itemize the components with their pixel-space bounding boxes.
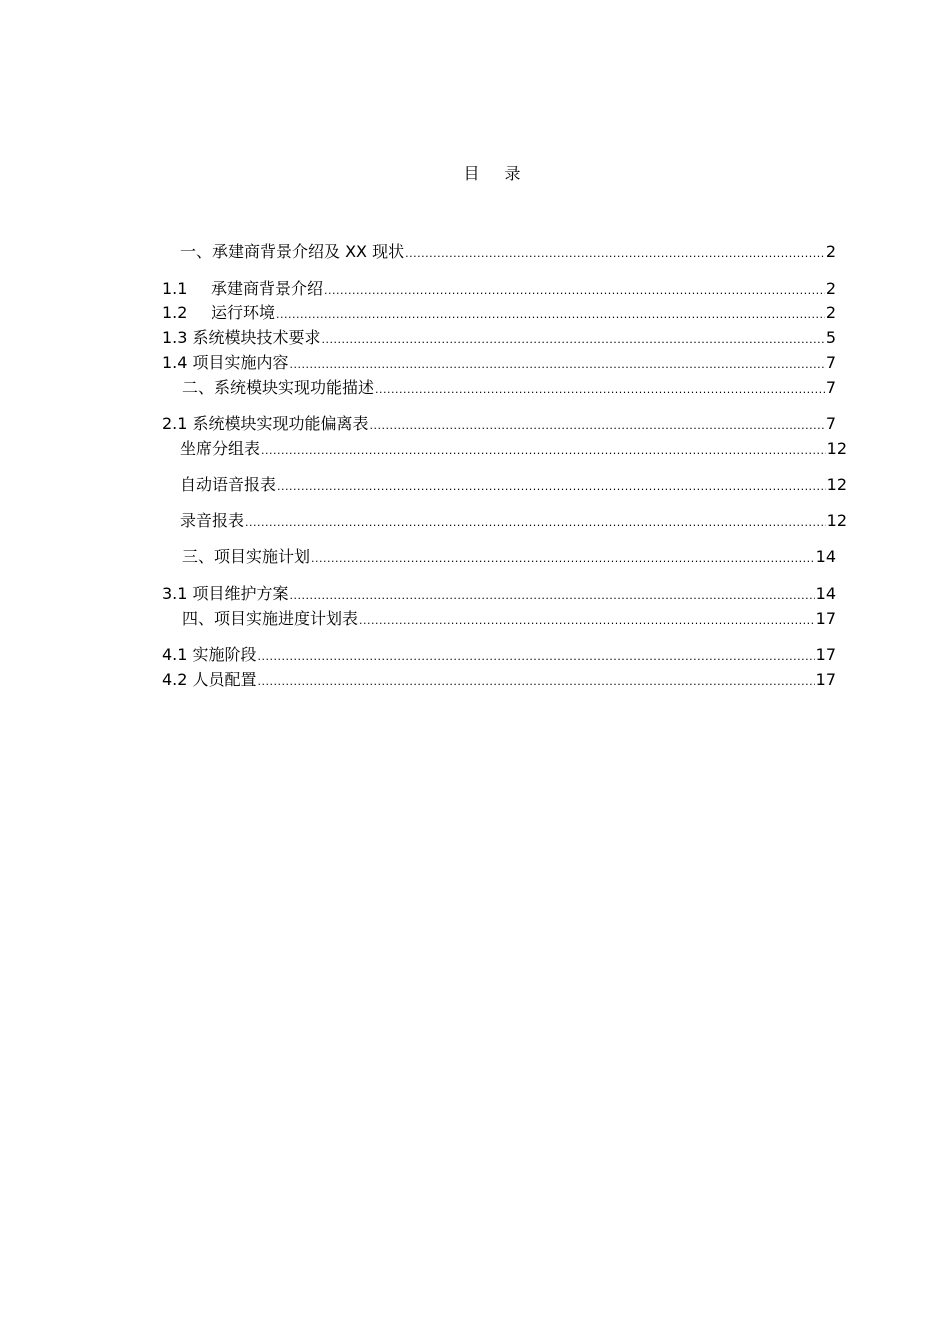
toc-entry-1-4[interactable] bbox=[162, 353, 836, 375]
toc-entry-1-1[interactable] bbox=[162, 279, 836, 301]
toc-entry-text: 1.4 项目实施内容 bbox=[162, 353, 289, 372]
toc-page-number: 7 bbox=[825, 353, 836, 372]
toc-page-number: 12 bbox=[826, 475, 847, 494]
toc-entry-text bbox=[162, 303, 275, 323]
toc-entry-text: 三、项目实施计划 bbox=[182, 547, 311, 566]
toc-entry-text: 录音报表 bbox=[180, 511, 245, 530]
toc-page-number: 14 bbox=[815, 547, 836, 566]
toc-section-number: 1.1 bbox=[162, 279, 188, 298]
toc-entry-1-2[interactable] bbox=[162, 303, 836, 325]
toc-page-number: 17 bbox=[815, 609, 836, 628]
toc-leader-dots bbox=[370, 416, 825, 436]
toc-leader-dots bbox=[290, 355, 825, 375]
toc-leader-dots bbox=[277, 477, 826, 497]
toc-leader-dots bbox=[258, 672, 815, 692]
toc-entry-2-1[interactable] bbox=[162, 414, 836, 436]
toc-entry-text: 2.1 系统模块实现功能偏离表 bbox=[162, 414, 369, 433]
toc-title: 目 录 bbox=[463, 164, 531, 183]
toc-leader-dots bbox=[324, 281, 825, 301]
toc-entry-4-2[interactable] bbox=[162, 670, 836, 692]
toc-entry-3-1[interactable] bbox=[162, 584, 836, 606]
toc-entry-4-1[interactable] bbox=[162, 645, 836, 667]
toc-page-number: 2 bbox=[825, 279, 836, 298]
toc-page-number: 14 bbox=[815, 584, 836, 603]
toc-leader-dots bbox=[311, 549, 815, 569]
toc-page-number: 17 bbox=[815, 670, 836, 689]
toc-entry-seat-group-table[interactable] bbox=[180, 439, 847, 461]
toc-page-number: 5 bbox=[825, 328, 836, 347]
toc-entry-chapter-1[interactable] bbox=[180, 242, 836, 264]
toc-leader-dots bbox=[245, 513, 826, 533]
toc-leader-dots bbox=[276, 305, 825, 325]
toc-page-number: 12 bbox=[826, 439, 847, 458]
toc-entry-ivr-report[interactable] bbox=[180, 475, 847, 497]
toc-entry-text: 坐席分组表 bbox=[180, 439, 261, 458]
toc-section-title: 承建商背景介绍 bbox=[211, 279, 324, 298]
toc-leader-dots bbox=[359, 611, 815, 631]
toc-leader-dots bbox=[322, 330, 825, 350]
toc-section-number: 1.2 bbox=[162, 303, 188, 322]
toc-leader-dots bbox=[258, 647, 815, 667]
toc-page-number: 12 bbox=[826, 511, 847, 530]
toc-entry-text: 四、项目实施进度计划表 bbox=[182, 609, 359, 628]
toc-leader-dots bbox=[375, 380, 825, 400]
toc-entry-text: 自动语音报表 bbox=[180, 475, 277, 494]
toc-page-number: 2 bbox=[825, 242, 836, 261]
toc-entry-chapter-4[interactable] bbox=[182, 609, 836, 631]
toc-leader-dots bbox=[405, 244, 825, 264]
toc-entry-text: 3.1 项目维护方案 bbox=[162, 584, 289, 603]
toc-entry-chapter-3[interactable] bbox=[182, 547, 836, 569]
toc-page-number: 7 bbox=[825, 414, 836, 433]
toc-page-number: 7 bbox=[825, 378, 836, 397]
toc-entry-chapter-2[interactable] bbox=[182, 378, 836, 400]
toc-leader-dots bbox=[290, 586, 815, 606]
toc-leader-dots bbox=[261, 441, 826, 461]
toc-entry-text: 一、承建商背景介绍及 XX 现状 bbox=[180, 242, 405, 261]
toc-entry-1-3[interactable] bbox=[162, 328, 836, 350]
toc-section-title: 运行环境 bbox=[211, 303, 276, 322]
toc-entry-text: 4.2 人员配置 bbox=[162, 670, 257, 689]
toc-page-number: 17 bbox=[815, 645, 836, 664]
toc-entry-text: 1.3 系统模块技术要求 bbox=[162, 328, 321, 347]
toc-entry-text: 4.1 实施阶段 bbox=[162, 645, 257, 664]
toc-page-number: 2 bbox=[825, 303, 836, 322]
toc-entry-text bbox=[162, 279, 323, 299]
toc-entry-text: 二、系统模块实现功能描述 bbox=[182, 378, 375, 397]
toc-entry-recording-report[interactable] bbox=[180, 511, 847, 533]
